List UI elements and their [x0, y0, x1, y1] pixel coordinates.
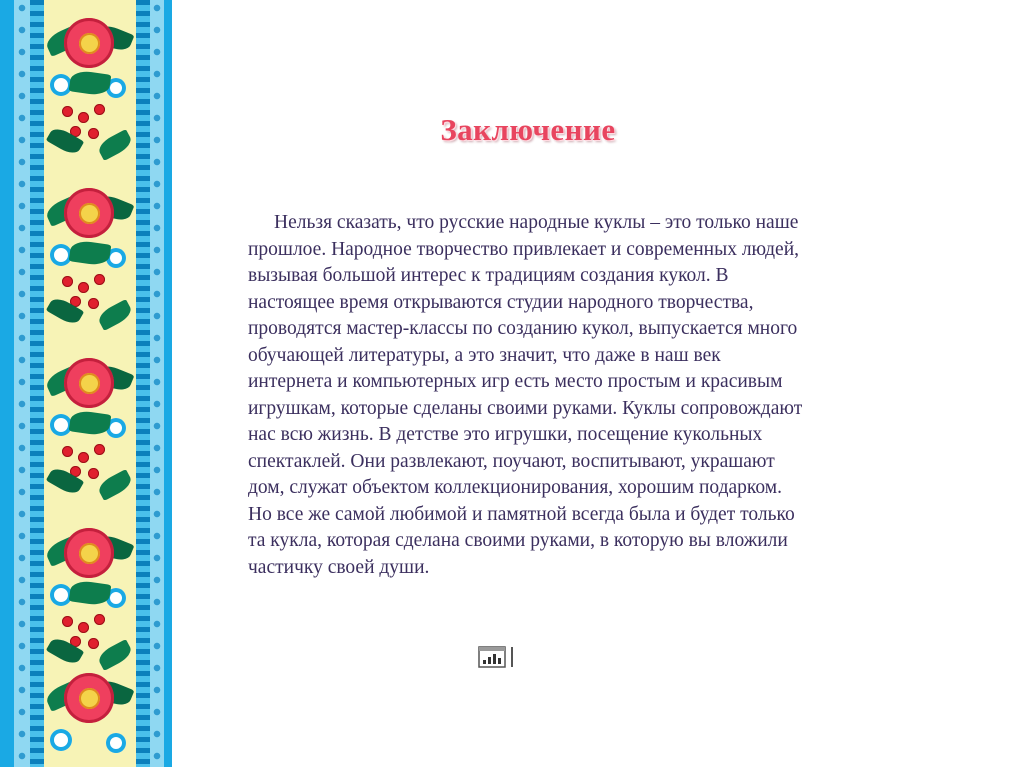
berry-shape	[78, 452, 89, 463]
border-stripe-outer-right	[164, 0, 172, 767]
border-stripe-outer-left	[0, 0, 14, 767]
blue-bud-shape	[106, 733, 126, 753]
slide-title: Заключение	[440, 112, 616, 147]
berry-shape	[78, 282, 89, 293]
berry-shape	[78, 112, 89, 123]
floral-motif	[44, 170, 136, 340]
berry-shape	[94, 104, 105, 115]
floral-motif	[44, 340, 136, 510]
chart-document-icon	[478, 644, 524, 670]
berry-shape	[78, 622, 89, 633]
slide-body-text: Нельзя сказать, что русские народные куклы – это только наше прошлое. Народное творчество привлекает и современных людей, вызывая большой интерес к традициям создания кукол. В настоящее время открываются студии народного творчества, проводятся мастер-классы по созданию кукол, выпускается много обучающей литературы, а это значит, что даже в наш век интернета и компьютерных игр есть место простым и красивым игрушкам, которые сделаны своими руками. Куклы сопровождают нас всю жизнь. В детстве это игрушки, посещение кукольных спектаклей. Они развлекают, поучают, воспитывают, украшают дом, служат объектом коллекционирования, хорошим подарком. Но все же самой любимой и памятной всегда была и будет только та кукла, которая сделана своими руками, в которую вы вложили частичку своей души.	[248, 212, 803, 578]
leaf-shape	[69, 69, 112, 96]
flower-shape	[64, 18, 114, 68]
berry-shape	[94, 444, 105, 455]
rope-pattern-left	[30, 0, 44, 767]
floral-motif-column	[44, 0, 136, 767]
berry-shape	[62, 616, 73, 627]
dot-pattern-left	[14, 0, 30, 767]
decorative-border-ornament	[0, 0, 172, 767]
rope-pattern-right	[136, 0, 150, 767]
blue-bud-shape	[50, 729, 72, 751]
dot-pattern-right	[150, 0, 164, 767]
border-stripe-dots-right	[150, 0, 164, 767]
floral-motif	[44, 655, 136, 767]
border-stripe-rope-right	[136, 0, 150, 767]
leaf-shape	[96, 469, 134, 501]
berry-shape	[88, 468, 99, 479]
flower-shape	[64, 358, 114, 408]
berry-shape	[88, 638, 99, 649]
flower-shape	[64, 528, 114, 578]
berry-shape	[62, 106, 73, 117]
border-stripe-rope-left	[30, 0, 44, 767]
flower-shape	[64, 188, 114, 238]
berry-shape	[94, 274, 105, 285]
leaf-shape	[96, 129, 134, 161]
flower-shape	[64, 673, 114, 723]
berry-shape	[88, 298, 99, 309]
berry-shape	[94, 614, 105, 625]
leaf-shape	[69, 409, 112, 436]
berry-shape	[62, 276, 73, 287]
leaf-shape	[69, 239, 112, 266]
leaf-shape	[69, 579, 112, 606]
border-stripe-dots-left	[14, 0, 30, 767]
slide-content	[248, 0, 808, 767]
berry-shape	[62, 446, 73, 457]
leaf-shape	[96, 299, 134, 331]
berry-shape	[88, 128, 99, 139]
floral-motif	[44, 0, 136, 170]
